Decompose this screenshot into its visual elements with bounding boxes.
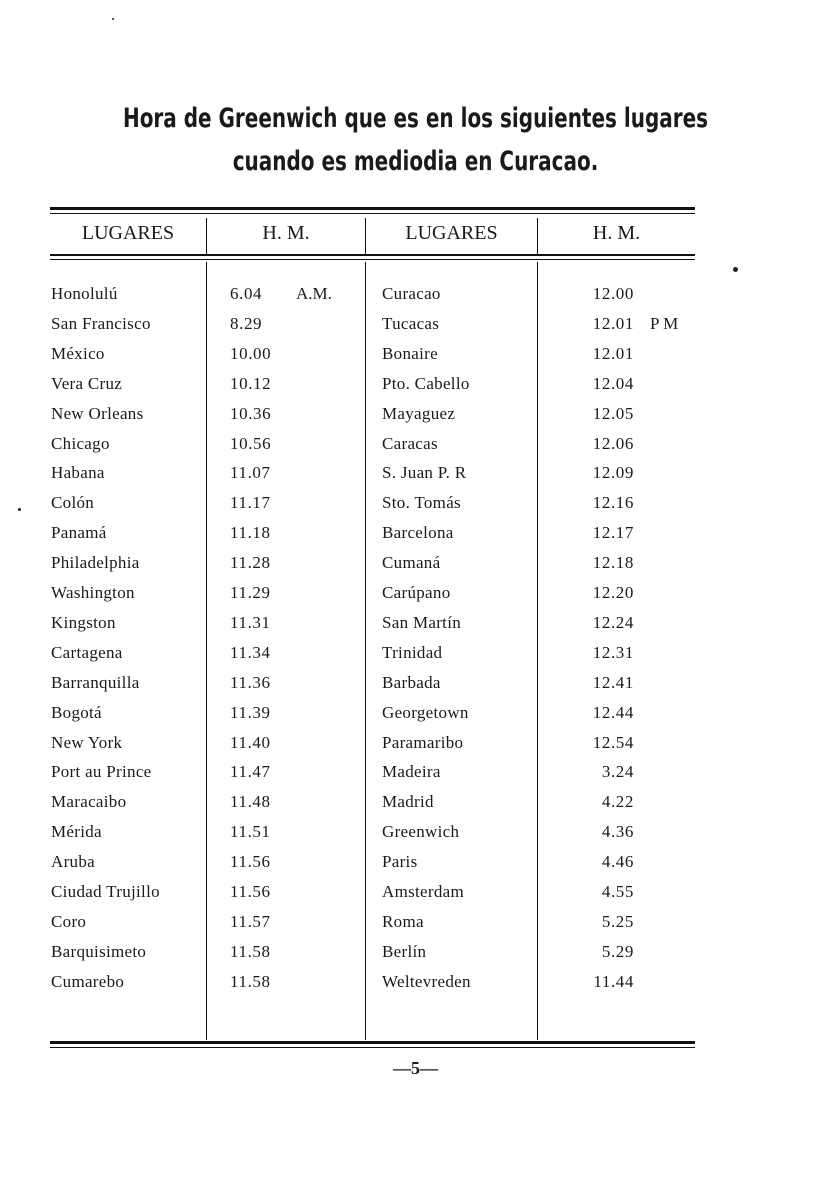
time-left: 11.07 bbox=[230, 463, 271, 482]
place-name-left: Coro bbox=[51, 912, 87, 931]
place-name-left: Barquisimeto bbox=[51, 942, 147, 961]
place-name-right: Bonaire bbox=[382, 344, 438, 363]
time-right: 4.46 bbox=[601, 852, 634, 871]
time-right: 12.05 bbox=[592, 404, 634, 423]
time-right: 12.16 bbox=[592, 493, 634, 512]
table-row bbox=[0, 882, 831, 912]
table-top-rule bbox=[50, 207, 695, 210]
table-row bbox=[0, 643, 831, 673]
place-name-right: San Martín bbox=[382, 613, 462, 632]
time-left: 11.31 bbox=[230, 613, 271, 632]
time-left: 10.36 bbox=[230, 404, 272, 423]
table-row bbox=[0, 822, 831, 852]
time-left: 11.17 bbox=[230, 493, 271, 512]
place-name-left: Barranquilla bbox=[51, 673, 140, 692]
place-name-left: Maracaibo bbox=[51, 792, 127, 811]
time-right: 11.44 bbox=[593, 972, 634, 991]
time-left: 11.29 bbox=[230, 583, 271, 602]
header-bottom-rule-thin bbox=[50, 259, 695, 260]
time-right: 12.01 bbox=[592, 314, 634, 333]
place-name-left: New York bbox=[51, 733, 123, 752]
header-left-time: H. M. bbox=[262, 222, 310, 244]
time-left: 8.29 bbox=[230, 314, 263, 333]
time-right: 12.01 bbox=[592, 344, 634, 363]
place-name-left: New Orleans bbox=[51, 404, 144, 423]
time-left: 6.04 bbox=[230, 284, 263, 303]
time-left: 11.58 bbox=[230, 942, 271, 961]
time-right: 12.04 bbox=[592, 374, 634, 393]
time-left: 10.56 bbox=[230, 434, 272, 453]
time-left: 11.48 bbox=[230, 792, 271, 811]
place-name-right: Berlín bbox=[382, 942, 427, 961]
table-row bbox=[0, 912, 831, 942]
place-name-right: Caracas bbox=[382, 434, 438, 453]
time-left: 11.47 bbox=[230, 762, 271, 781]
place-name-left: Habana bbox=[51, 463, 105, 482]
time-left: 10.12 bbox=[230, 374, 272, 393]
time-right: 12.20 bbox=[592, 583, 634, 602]
table-row bbox=[0, 733, 831, 763]
place-name-left: México bbox=[51, 344, 105, 363]
time-right: 12.00 bbox=[592, 284, 634, 303]
table-row bbox=[0, 852, 831, 882]
table-row bbox=[0, 972, 831, 1002]
table-row bbox=[0, 404, 831, 434]
time-note-right: P M bbox=[650, 314, 679, 333]
table-row bbox=[0, 314, 831, 344]
place-name-left: Philadelphia bbox=[51, 553, 140, 572]
place-name-right: Madrid bbox=[382, 792, 434, 811]
place-name-right: Paramaribo bbox=[382, 733, 464, 752]
place-name-right: Barbada bbox=[382, 673, 441, 692]
place-name-left: Panamá bbox=[51, 523, 107, 542]
time-right: 12.41 bbox=[592, 673, 634, 692]
time-right: 4.22 bbox=[601, 792, 634, 811]
time-right: 12.06 bbox=[592, 434, 634, 453]
place-name-left: Aruba bbox=[51, 852, 95, 871]
time-right: 12.44 bbox=[592, 703, 634, 722]
place-name-right: Roma bbox=[382, 912, 424, 931]
place-name-right: Weltevreden bbox=[382, 972, 471, 991]
time-left: 11.40 bbox=[230, 733, 271, 752]
place-name-right: Greenwich bbox=[382, 822, 460, 841]
table-bottom-rule bbox=[50, 1041, 695, 1044]
table-row bbox=[0, 284, 831, 314]
time-right: 4.55 bbox=[601, 882, 634, 901]
header-right-places: LUGARES bbox=[405, 222, 498, 244]
place-name-left: Vera Cruz bbox=[51, 374, 123, 393]
place-name-left: Kingston bbox=[51, 613, 116, 632]
time-note-left: A.M. bbox=[296, 284, 332, 303]
place-name-left: Chicago bbox=[51, 434, 110, 453]
page-title-line-2: cuando es mediodia en Curacao. bbox=[232, 146, 599, 177]
table-top-rule-thin bbox=[50, 213, 695, 214]
time-right: 12.31 bbox=[592, 643, 634, 662]
table-row bbox=[0, 762, 831, 792]
time-right: 12.09 bbox=[592, 463, 634, 482]
place-name-left: Ciudad Trujillo bbox=[51, 882, 160, 901]
place-name-right: Pto. Cabello bbox=[382, 374, 470, 393]
place-name-right: Amsterdam bbox=[382, 882, 465, 901]
place-name-right: Carúpano bbox=[382, 583, 451, 602]
page-number: —5— bbox=[393, 1058, 438, 1078]
table-row bbox=[0, 792, 831, 822]
table-row bbox=[0, 703, 831, 733]
place-name-left: Colón bbox=[51, 493, 95, 512]
page-title-line-1: Hora de Greenwich que es en los siguientes lugares bbox=[122, 103, 709, 134]
table-row bbox=[0, 344, 831, 374]
paper-speck bbox=[733, 267, 738, 272]
place-name-right: Sto. Tomás bbox=[382, 493, 461, 512]
time-left: 11.18 bbox=[230, 523, 271, 542]
time-right: 4.36 bbox=[601, 822, 634, 841]
time-left: 11.57 bbox=[230, 912, 271, 931]
place-name-left: Honolulú bbox=[51, 284, 118, 303]
time-right: 5.29 bbox=[601, 942, 634, 961]
time-left: 11.56 bbox=[230, 852, 271, 871]
place-name-right: Mayaguez bbox=[382, 404, 456, 423]
header-right-time: H. M. bbox=[592, 222, 641, 244]
table-row bbox=[0, 434, 831, 464]
place-name-right: Madeira bbox=[382, 762, 441, 781]
place-name-left: Port au Prince bbox=[51, 762, 152, 781]
table-row bbox=[0, 374, 831, 404]
place-name-left: Mérida bbox=[51, 822, 102, 841]
place-name-right: Trinidad bbox=[382, 643, 443, 662]
place-name-left: Cartagena bbox=[51, 643, 123, 662]
time-left: 11.28 bbox=[230, 553, 271, 572]
time-right: 12.18 bbox=[592, 553, 634, 572]
table-row bbox=[0, 463, 831, 493]
time-left: 10.00 bbox=[230, 344, 272, 363]
time-left: 11.39 bbox=[230, 703, 271, 722]
time-left: 11.58 bbox=[230, 972, 271, 991]
place-name-left: San Francisco bbox=[51, 314, 151, 333]
place-name-left: Bogotá bbox=[51, 703, 102, 722]
place-name-right: Tucacas bbox=[382, 314, 440, 333]
table-bottom-rule-thin bbox=[50, 1047, 695, 1048]
time-right: 12.54 bbox=[592, 733, 634, 752]
table-row bbox=[0, 523, 831, 553]
place-name-right: Curacao bbox=[382, 284, 441, 303]
time-right: 3.24 bbox=[601, 762, 634, 781]
paper-speck bbox=[112, 18, 114, 20]
time-left: 11.34 bbox=[230, 643, 271, 662]
place-name-right: Barcelona bbox=[382, 523, 454, 542]
table-row bbox=[0, 493, 831, 523]
place-name-left: Cumarebo bbox=[51, 972, 125, 991]
place-name-left: Washington bbox=[51, 583, 135, 602]
time-left: 11.36 bbox=[230, 673, 271, 692]
place-name-right: Cumaná bbox=[382, 553, 441, 572]
place-name-right: Georgetown bbox=[382, 703, 469, 722]
table-row bbox=[0, 583, 831, 613]
time-right: 12.24 bbox=[592, 613, 634, 632]
table-row bbox=[0, 613, 831, 643]
table-row bbox=[0, 553, 831, 583]
place-name-right: S. Juan P. R bbox=[382, 463, 467, 482]
table-row bbox=[0, 673, 831, 703]
time-left: 11.51 bbox=[230, 822, 271, 841]
time-right: 12.17 bbox=[592, 523, 634, 542]
header-left-places: LUGARES bbox=[81, 222, 175, 244]
paper-speck bbox=[18, 508, 21, 511]
time-left: 11.56 bbox=[230, 882, 271, 901]
table-row bbox=[0, 942, 831, 972]
time-right: 5.25 bbox=[601, 912, 634, 931]
place-name-right: Paris bbox=[382, 852, 418, 871]
header-bottom-rule bbox=[50, 254, 695, 256]
